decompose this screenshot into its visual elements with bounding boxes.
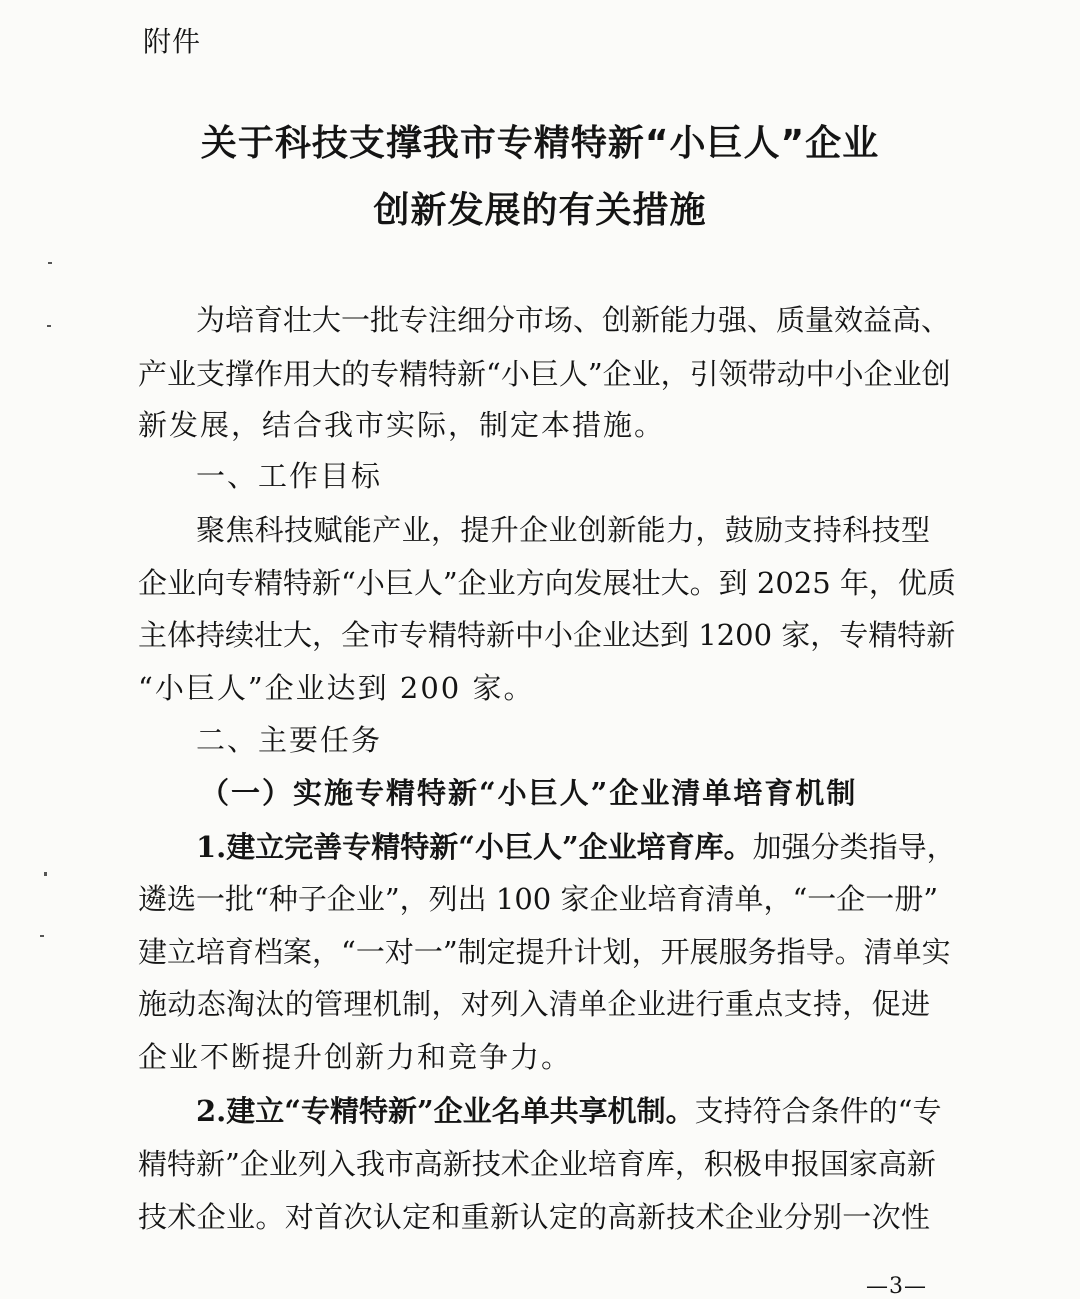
attachment-label: 附件 — [143, 25, 202, 58]
intro-line-3: 新发展，结合我市实际，制定本措施。 — [138, 408, 666, 442]
scan-speck — [44, 872, 47, 876]
subsection-heading-1: （一）实施专精特新“小巨人”企业清单培育机制 — [200, 776, 858, 810]
item-1-line-5: 企业不断提升创新力和竞争力。 — [138, 1040, 573, 1074]
goals-line-4: “小巨人”企业达到 200 家。 — [138, 671, 535, 705]
item-2-title: 2.建立“专精特新”企业名单共享机制。 — [196, 1094, 695, 1128]
item-2-line-2: 精特新”企业列入我市高新技术企业培育库，积极申报国家高新 — [138, 1147, 936, 1181]
scan-speck — [47, 325, 51, 327]
document-title-line-1: 关于科技支撑我市专精特新“小巨人”企业 — [200, 123, 880, 164]
item-1-line-1 — [196, 830, 956, 864]
scan-speck — [48, 262, 52, 264]
item-1-title: 1.建立完善专精特新“小巨人”企业培育库。 — [196, 830, 753, 864]
item-2-line-1 — [196, 1094, 942, 1128]
item-1-first-rest: 加强分类指导， — [752, 830, 956, 864]
item-2-line-3: 技术企业。对首次认定和重新认定的高新技术企业分别一次性 — [138, 1200, 930, 1234]
goals-line-3: 主体持续壮大，全市专精特新中小企业达到 1200 家，专精特新 — [138, 618, 956, 652]
document-title-line-2: 创新发展的有关措施 — [373, 190, 707, 231]
scan-speck — [40, 935, 44, 937]
intro-line-1: 为培育壮大一批专注细分市场、创新能力强、质量效益高、 — [196, 303, 951, 337]
item-1-line-2: 遴选一批“种子企业”，列出 100 家企业培育清单，“一企一册” — [138, 882, 939, 916]
section-heading-goals: 一、工作目标 — [196, 459, 383, 493]
goals-line-2: 企业向专精特新“小巨人”企业方向发展壮大。到 2025 年，优质 — [138, 566, 956, 600]
item-1-line-4: 施动态淘汰的管理机制，对列入清单企业进行重点支持，促进 — [138, 987, 930, 1021]
page-number: —3— — [866, 1274, 927, 1299]
section-heading-tasks: 二、主要任务 — [196, 723, 383, 757]
item-2-first-rest: 支持符合条件的“专 — [694, 1094, 942, 1128]
item-1-line-3: 建立培育档案，“一对一”制定提升计划，开展服务指导。清单实 — [138, 935, 951, 969]
goals-line-1: 聚焦科技赋能产业，提升企业创新能力，鼓励支持科技型 — [196, 513, 930, 547]
intro-line-2: 产业支撑作用大的专精特新“小巨人”企业，引领带动中小企业创 — [138, 357, 951, 391]
